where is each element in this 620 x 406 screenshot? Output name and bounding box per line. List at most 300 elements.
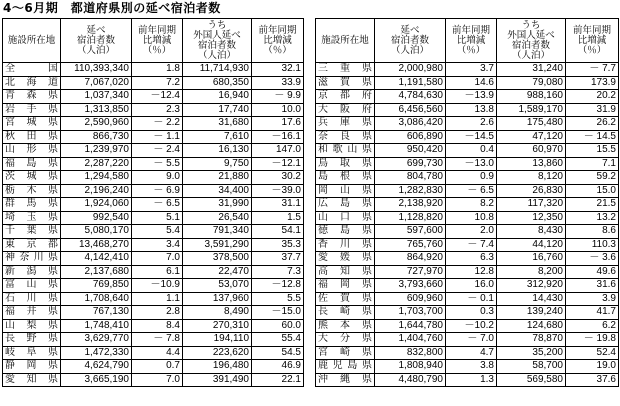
cell-prefecture: 全国	[3, 63, 61, 77]
cell-foreign-yoy: 21.5	[566, 198, 619, 212]
table-row	[316, 198, 619, 212]
cell-foreign-guests: 3,591,290	[183, 238, 252, 252]
cell-foreign-guests: 34,400	[183, 184, 252, 198]
cell-guests: 7,067,020	[61, 76, 132, 90]
cell-foreign-guests: 194,110	[183, 333, 252, 347]
table-row	[316, 306, 619, 320]
table-row	[3, 76, 304, 90]
cell-yoy: 2.6	[446, 117, 497, 131]
cell-prefecture: 広島県	[316, 198, 375, 212]
cell-foreign-guests: 53,070	[183, 279, 252, 293]
cell-foreign-yoy: 37.6	[566, 373, 619, 387]
cell-prefecture: 北海道	[3, 76, 61, 90]
page-title: 4～6月期 都道府県別の延べ宿泊者数	[3, 1, 221, 15]
cell-prefecture: 鹿児島県	[316, 360, 375, 374]
header-foreign: うち 外国人延べ 宿泊者数 （人泊）	[497, 19, 566, 63]
cell-foreign-guests: 124,680	[497, 319, 566, 333]
cell-foreign-yoy: 54.1	[252, 225, 304, 239]
cell-guests: 2,590,960	[61, 117, 132, 131]
table-row	[316, 292, 619, 306]
cell-prefecture: 富山県	[3, 279, 61, 293]
cell-foreign-yoy: － 19.8	[566, 333, 619, 347]
cell-yoy: － 6.5	[132, 198, 183, 212]
cell-yoy: 7.0	[132, 252, 183, 266]
table-row	[3, 184, 304, 198]
cell-prefecture: 神奈川県	[3, 252, 61, 266]
cell-foreign-yoy: － 3.6	[566, 252, 619, 266]
cell-foreign-yoy: 49.6	[566, 265, 619, 279]
cell-foreign-yoy: 32.1	[252, 63, 304, 77]
cell-prefecture: 石川県	[3, 292, 61, 306]
cell-yoy: －13.9	[446, 90, 497, 104]
cell-yoy: 5.1	[132, 211, 183, 225]
cell-foreign-yoy: 19.0	[566, 360, 619, 374]
cell-guests: 4,624,790	[61, 360, 132, 374]
cell-guests: 609,960	[375, 292, 446, 306]
table-row	[3, 103, 304, 117]
table-row	[316, 333, 619, 347]
cell-guests: 1,294,580	[61, 171, 132, 185]
cell-guests: 110,393,340	[61, 63, 132, 77]
table-row	[316, 184, 619, 198]
table-row	[3, 171, 304, 185]
cell-prefecture: 兵庫県	[316, 117, 375, 131]
table-row	[3, 63, 304, 77]
cell-foreign-guests: 78,870	[497, 333, 566, 347]
cell-foreign-yoy: 1.5	[252, 211, 304, 225]
cell-foreign-yoy: 35.3	[252, 238, 304, 252]
cell-guests: 3,629,770	[61, 333, 132, 347]
cell-yoy: －13.0	[446, 157, 497, 171]
cell-yoy: 9.0	[132, 171, 183, 185]
cell-foreign-guests: 8,490	[183, 306, 252, 320]
cell-foreign-yoy: 15.5	[566, 144, 619, 158]
table-row	[316, 279, 619, 293]
header-guests: 延べ 宿泊者数 （人泊）	[375, 19, 446, 63]
cell-yoy: － 7.8	[132, 333, 183, 347]
cell-prefecture: 埼玉県	[3, 211, 61, 225]
cell-prefecture: 静岡県	[3, 360, 61, 374]
cell-foreign-guests: 44,120	[497, 238, 566, 252]
cell-foreign-guests: 12,350	[497, 211, 566, 225]
cell-guests: 832,800	[375, 346, 446, 360]
cell-yoy: 1.8	[132, 63, 183, 77]
cell-guests: 13,468,270	[61, 238, 132, 252]
cell-guests: 6,456,560	[375, 103, 446, 117]
table-row	[316, 76, 619, 90]
cell-prefecture: 青森県	[3, 90, 61, 104]
cell-prefecture: 香川県	[316, 238, 375, 252]
table-row	[3, 333, 304, 347]
cell-foreign-yoy: 5.5	[252, 292, 304, 306]
cell-foreign-guests: 196,480	[183, 360, 252, 374]
cell-guests: 950,420	[375, 144, 446, 158]
cell-foreign-guests: 17,740	[183, 103, 252, 117]
cell-guests: 1,404,760	[375, 333, 446, 347]
cell-foreign-yoy: 6.2	[566, 319, 619, 333]
cell-foreign-guests: 1,589,170	[497, 103, 566, 117]
cell-foreign-guests: 791,340	[183, 225, 252, 239]
cell-foreign-yoy: －12.1	[252, 157, 304, 171]
cell-foreign-yoy: 30.2	[252, 171, 304, 185]
cell-foreign-guests: 139,240	[497, 306, 566, 320]
cell-foreign-yoy: 31.9	[566, 103, 619, 117]
header-guests: 延べ 宿泊者数 （人泊）	[61, 19, 132, 63]
cell-prefecture: 栃木県	[3, 184, 61, 198]
table-row	[316, 130, 619, 144]
header-foreign: うち 外国人延べ 宿泊者数 （人泊）	[183, 19, 252, 63]
cell-guests: 864,920	[375, 252, 446, 266]
cell-foreign-guests: 270,310	[183, 319, 252, 333]
table-row	[3, 373, 304, 387]
cell-yoy: － 1.1	[132, 130, 183, 144]
cell-yoy: 2.0	[446, 225, 497, 239]
cell-yoy: 16.0	[446, 279, 497, 293]
cell-foreign-guests: 11,714,930	[183, 63, 252, 77]
cell-yoy: －12.4	[132, 90, 183, 104]
cell-yoy: 1.1	[132, 292, 183, 306]
cell-guests: 597,600	[375, 225, 446, 239]
stats-table-left	[2, 18, 304, 387]
cell-foreign-guests: 14,430	[497, 292, 566, 306]
cell-foreign-yoy: －39.0	[252, 184, 304, 198]
cell-yoy: 8.4	[132, 319, 183, 333]
cell-foreign-yoy: 31.6	[566, 279, 619, 293]
cell-foreign-guests: 223,620	[183, 346, 252, 360]
cell-foreign-guests: 13,860	[497, 157, 566, 171]
cell-guests: 767,130	[61, 306, 132, 320]
cell-yoy: 3.4	[132, 238, 183, 252]
cell-prefecture: 山口県	[316, 211, 375, 225]
table-row	[3, 306, 304, 320]
table-row	[316, 252, 619, 266]
cell-foreign-guests: 680,350	[183, 76, 252, 90]
cell-yoy: 3.8	[446, 360, 497, 374]
cell-guests: 866,730	[61, 130, 132, 144]
cell-prefecture: 宮崎県	[316, 346, 375, 360]
cell-yoy: 14.6	[446, 76, 497, 90]
cell-yoy: 0.7	[132, 360, 183, 374]
cell-foreign-guests: 569,580	[497, 373, 566, 387]
header-foreign-yoy: 前年同期 比増減 （％）	[252, 19, 304, 63]
table-row	[316, 90, 619, 104]
cell-yoy: －10.2	[446, 319, 497, 333]
cell-prefecture: 福岡県	[316, 279, 375, 293]
cell-guests: 1,924,060	[61, 198, 132, 212]
cell-yoy: 7.0	[132, 373, 183, 387]
cell-prefecture: 滋賀県	[316, 76, 375, 90]
cell-yoy: － 2.4	[132, 144, 183, 158]
cell-foreign-yoy: －16.1	[252, 130, 304, 144]
cell-yoy: － 0.1	[446, 292, 497, 306]
table-row	[3, 90, 304, 104]
cell-foreign-yoy: －15.0	[252, 306, 304, 320]
cell-guests: 765,760	[375, 238, 446, 252]
cell-foreign-guests: 31,240	[497, 63, 566, 77]
cell-guests: 4,784,630	[375, 90, 446, 104]
cell-foreign-yoy: －12.8	[252, 279, 304, 293]
cell-guests: 1,808,940	[375, 360, 446, 374]
cell-yoy: 4.7	[446, 346, 497, 360]
table-row	[316, 265, 619, 279]
cell-yoy: 6.3	[446, 252, 497, 266]
cell-foreign-yoy: 37.7	[252, 252, 304, 266]
header-yoy: 前年同期 比増減 （％）	[446, 19, 497, 63]
cell-prefecture: 佐賀県	[316, 292, 375, 306]
cell-foreign-guests: 31,680	[183, 117, 252, 131]
cell-foreign-guests: 26,830	[497, 184, 566, 198]
cell-prefecture: 長崎県	[316, 306, 375, 320]
cell-foreign-guests: 47,120	[497, 130, 566, 144]
cell-foreign-guests: 378,500	[183, 252, 252, 266]
cell-prefecture: 大分県	[316, 333, 375, 347]
cell-foreign-guests: 8,120	[497, 171, 566, 185]
table-row	[316, 346, 619, 360]
cell-prefecture: 茨城県	[3, 171, 61, 185]
cell-prefecture: 京都府	[316, 90, 375, 104]
cell-foreign-guests: 60,970	[497, 144, 566, 158]
cell-yoy: － 2.2	[132, 117, 183, 131]
cell-guests: 1,472,330	[61, 346, 132, 360]
cell-yoy: － 6.5	[446, 184, 497, 198]
cell-guests: 2,137,680	[61, 265, 132, 279]
cell-yoy: 12.8	[446, 265, 497, 279]
cell-guests: 1,239,970	[61, 144, 132, 158]
table-row	[3, 265, 304, 279]
cell-foreign-guests: 22,470	[183, 265, 252, 279]
cell-foreign-yoy: 7.3	[252, 265, 304, 279]
cell-guests: 1,282,830	[375, 184, 446, 198]
cell-guests: 4,480,790	[375, 373, 446, 387]
cell-foreign-guests: 26,540	[183, 211, 252, 225]
cell-prefecture: 岐阜県	[3, 346, 61, 360]
cell-foreign-guests: 117,320	[497, 198, 566, 212]
cell-foreign-guests: 79,080	[497, 76, 566, 90]
cell-foreign-guests: 8,430	[497, 225, 566, 239]
cell-prefecture: 三重県	[316, 63, 375, 77]
cell-prefecture: 愛知県	[3, 373, 61, 387]
cell-foreign-yoy: 13.2	[566, 211, 619, 225]
cell-yoy: 4.4	[132, 346, 183, 360]
stats-table-right	[315, 18, 619, 387]
cell-yoy: 0.4	[446, 144, 497, 158]
cell-prefecture: 山形県	[3, 144, 61, 158]
cell-guests: 1,748,410	[61, 319, 132, 333]
cell-yoy: 8.2	[446, 198, 497, 212]
header-row	[316, 19, 619, 63]
cell-guests: 1,037,340	[61, 90, 132, 104]
cell-foreign-yoy: 147.0	[252, 144, 304, 158]
table-row	[316, 211, 619, 225]
cell-guests: 1,644,780	[375, 319, 446, 333]
cell-prefecture: 千葉県	[3, 225, 61, 239]
cell-foreign-yoy: 41.7	[566, 306, 619, 320]
table-row	[3, 198, 304, 212]
cell-yoy: 0.9	[446, 171, 497, 185]
table-row	[316, 63, 619, 77]
cell-foreign-yoy: 7.1	[566, 157, 619, 171]
cell-foreign-yoy: 8.6	[566, 225, 619, 239]
table-row	[3, 225, 304, 239]
cell-yoy: 6.1	[132, 265, 183, 279]
header-location: 施設所在地	[3, 19, 61, 63]
cell-foreign-guests: 391,490	[183, 373, 252, 387]
cell-yoy: － 6.9	[132, 184, 183, 198]
cell-foreign-guests: 21,880	[183, 171, 252, 185]
table-row	[3, 238, 304, 252]
cell-guests: 606,890	[375, 130, 446, 144]
cell-prefecture: 熊本県	[316, 319, 375, 333]
cell-prefecture: 福井県	[3, 306, 61, 320]
cell-foreign-yoy: － 9.9	[252, 90, 304, 104]
cell-prefecture: 宮城県	[3, 117, 61, 131]
table-row	[3, 117, 304, 131]
table-row	[316, 157, 619, 171]
table-row	[3, 130, 304, 144]
cell-prefecture: 徳島県	[316, 225, 375, 239]
cell-prefecture: 新潟県	[3, 265, 61, 279]
cell-foreign-yoy: 110.3	[566, 238, 619, 252]
cell-foreign-yoy: 17.6	[252, 117, 304, 131]
cell-guests: 2,138,920	[375, 198, 446, 212]
cell-yoy: － 7.4	[446, 238, 497, 252]
cell-prefecture: 奈良県	[316, 130, 375, 144]
header-location: 施設所在地	[316, 19, 375, 63]
cell-prefecture: 愛媛県	[316, 252, 375, 266]
cell-yoy: －14.5	[446, 130, 497, 144]
cell-prefecture: 岩手県	[3, 103, 61, 117]
cell-guests: 3,665,190	[61, 373, 132, 387]
cell-guests: 5,080,170	[61, 225, 132, 239]
cell-foreign-guests: 137,960	[183, 292, 252, 306]
cell-foreign-yoy: － 14.5	[566, 130, 619, 144]
table-row	[316, 238, 619, 252]
cell-yoy: 13.8	[446, 103, 497, 117]
cell-prefecture: 群馬県	[3, 198, 61, 212]
header-row	[3, 19, 304, 63]
header-yoy: 前年同期 比増減 （％）	[132, 19, 183, 63]
cell-guests: 3,793,660	[375, 279, 446, 293]
header-foreign-yoy: 前年同期 比増減 （％）	[566, 19, 619, 63]
table-row	[316, 171, 619, 185]
cell-foreign-yoy: 26.2	[566, 117, 619, 131]
table-row	[316, 373, 619, 387]
table-row	[3, 144, 304, 158]
cell-prefecture: 鳥取県	[316, 157, 375, 171]
cell-guests: 727,970	[375, 265, 446, 279]
table-row	[3, 360, 304, 374]
cell-foreign-guests: 7,610	[183, 130, 252, 144]
cell-guests: 3,086,420	[375, 117, 446, 131]
cell-yoy: 1.3	[446, 373, 497, 387]
cell-foreign-yoy: 10.0	[252, 103, 304, 117]
cell-yoy: －10.9	[132, 279, 183, 293]
table-row	[316, 225, 619, 239]
table-row	[316, 360, 619, 374]
cell-prefecture: 和歌山県	[316, 144, 375, 158]
cell-guests: 1,313,850	[61, 103, 132, 117]
cell-foreign-guests: 16,940	[183, 90, 252, 104]
table-row	[3, 157, 304, 171]
cell-yoy: 10.8	[446, 211, 497, 225]
cell-prefecture: 福島県	[3, 157, 61, 171]
cell-foreign-yoy: 22.1	[252, 373, 304, 387]
cell-guests: 1,191,580	[375, 76, 446, 90]
cell-foreign-guests: 35,200	[497, 346, 566, 360]
cell-prefecture: 東京都	[3, 238, 61, 252]
cell-foreign-yoy: 60.0	[252, 319, 304, 333]
cell-yoy: － 5.5	[132, 157, 183, 171]
cell-yoy: － 7.0	[446, 333, 497, 347]
cell-prefecture: 大阪府	[316, 103, 375, 117]
table-row	[3, 279, 304, 293]
cell-guests: 1,708,640	[61, 292, 132, 306]
cell-foreign-yoy: 55.4	[252, 333, 304, 347]
cell-guests: 992,540	[61, 211, 132, 225]
table-row	[3, 346, 304, 360]
cell-yoy: 2.3	[132, 103, 183, 117]
cell-foreign-yoy: 31.1	[252, 198, 304, 212]
cell-foreign-guests: 9,750	[183, 157, 252, 171]
cell-prefecture: 岡山県	[316, 184, 375, 198]
table-row	[3, 319, 304, 333]
cell-foreign-guests: 31,990	[183, 198, 252, 212]
cell-guests: 804,780	[375, 171, 446, 185]
cell-foreign-yoy: 33.9	[252, 76, 304, 90]
cell-guests: 769,850	[61, 279, 132, 293]
cell-yoy: 0.3	[446, 306, 497, 320]
cell-foreign-yoy: 52.4	[566, 346, 619, 360]
cell-foreign-guests: 988,160	[497, 90, 566, 104]
cell-guests: 699,730	[375, 157, 446, 171]
cell-guests: 4,142,410	[61, 252, 132, 266]
cell-guests: 2,287,220	[61, 157, 132, 171]
cell-foreign-yoy: 59.2	[566, 171, 619, 185]
table-row	[316, 319, 619, 333]
cell-foreign-yoy: 54.5	[252, 346, 304, 360]
table-row	[316, 117, 619, 131]
cell-foreign-guests: 8,200	[497, 265, 566, 279]
cell-prefecture: 高知県	[316, 265, 375, 279]
cell-yoy: 3.7	[446, 63, 497, 77]
table-row	[3, 292, 304, 306]
cell-foreign-yoy: 173.9	[566, 76, 619, 90]
cell-prefecture: 島根県	[316, 171, 375, 185]
table-row	[316, 103, 619, 117]
cell-foreign-guests: 16,760	[497, 252, 566, 266]
cell-foreign-yoy: － 7.7	[566, 63, 619, 77]
cell-prefecture: 山梨県	[3, 319, 61, 333]
cell-foreign-guests: 58,700	[497, 360, 566, 374]
cell-foreign-yoy: 15.0	[566, 184, 619, 198]
table-row	[316, 144, 619, 158]
cell-guests: 1,703,700	[375, 306, 446, 320]
cell-foreign-yoy: 46.9	[252, 360, 304, 374]
cell-prefecture: 秋田県	[3, 130, 61, 144]
cell-guests: 2,000,980	[375, 63, 446, 77]
table-row	[3, 252, 304, 266]
cell-foreign-guests: 175,480	[497, 117, 566, 131]
cell-foreign-guests: 312,920	[497, 279, 566, 293]
cell-prefecture: 沖縄県	[316, 373, 375, 387]
cell-guests: 1,128,820	[375, 211, 446, 225]
cell-yoy: 2.8	[132, 306, 183, 320]
cell-prefecture: 長野県	[3, 333, 61, 347]
cell-foreign-guests: 16,130	[183, 144, 252, 158]
cell-foreign-yoy: 20.2	[566, 90, 619, 104]
table-row	[3, 211, 304, 225]
cell-guests: 2,196,240	[61, 184, 132, 198]
